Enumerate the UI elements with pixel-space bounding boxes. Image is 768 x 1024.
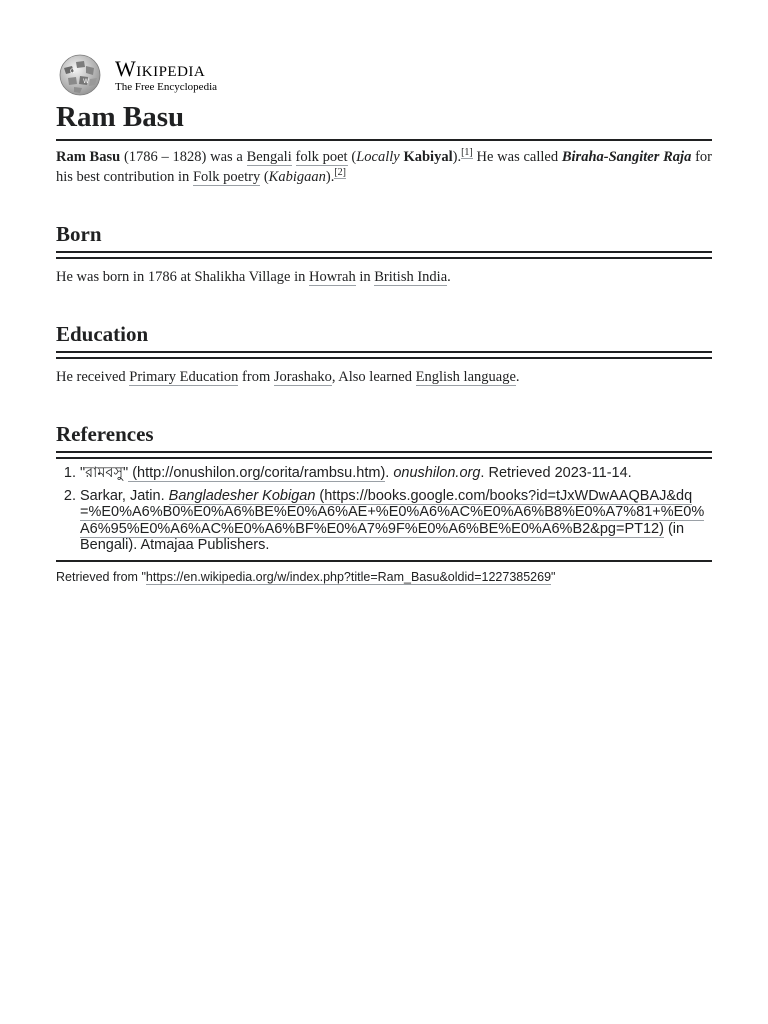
wikipedia-logo[interactable] [56, 54, 712, 96]
retrieved-prefix: Retrieved from " [56, 569, 146, 584]
page-title: Ram Basu [56, 100, 712, 141]
wordmark-title: Wikipedia [115, 55, 206, 81]
reference-2-url[interactable]: (https://books.google.com/books?id=tJxWDwAAQBAJ&dq=%E0%A6%B0%E0%A6%BE%E0%A6%AE+%E0%A6%AC%E0%A6%B8%E0%A7%81+%E0%A6%95%E0%A6%AC%E0%A6%BF%E0%A7%9F%E0%A6%BE%E0%A6%B2&pg=PT12) [80, 487, 705, 537]
article-page [56, 54, 712, 584]
intro-title-bold: Biraha-Sangiter Raja [561, 149, 692, 165]
retrieved-from [56, 570, 712, 584]
education-text-4: . [515, 369, 520, 385]
footer-divider [56, 560, 712, 562]
citation-2[interactable]: [2] [334, 167, 347, 179]
subject-name: Ram Basu [56, 149, 121, 165]
born-paragraph [56, 267, 712, 287]
born-text-1: He was born in 1786 at Shalikha Village in [56, 269, 309, 285]
link-bengali[interactable]: Bengali [246, 149, 292, 165]
reference-1-title: "রামবসু" [80, 465, 129, 481]
education-text-1: He received [56, 369, 130, 385]
retrieved-suffix: " [551, 569, 556, 584]
education-paragraph [56, 367, 712, 387]
link-howrah[interactable]: Howrah [308, 269, 356, 285]
heading-references: References [56, 421, 712, 453]
reference-list [56, 465, 712, 554]
intro-kabigaan: Kabigaan [268, 169, 326, 185]
link-jorashako[interactable]: Jorashako [273, 369, 332, 385]
intro-paragraph [56, 147, 712, 187]
link-folk-poetry[interactable]: Folk poetry [192, 169, 261, 185]
intro-kabiyal: Kabiyal [399, 149, 453, 165]
link-primary-education[interactable]: Primary Education [129, 369, 239, 385]
intro-was-called: He was called [472, 149, 562, 165]
intro-close: ). [452, 149, 462, 165]
intro-paren: ( [347, 149, 357, 165]
link-folk-poet[interactable]: folk poet [295, 149, 348, 165]
born-text-2: in [355, 269, 375, 285]
born-text-3: . [447, 269, 451, 285]
intro-best: for his best contribution in [56, 149, 712, 185]
reference-1-retrieved: . Retrieved 2023-11-14. [480, 465, 632, 481]
reference-1-dot: . [385, 465, 394, 481]
heading-education: Education [56, 321, 712, 353]
reference-item [80, 465, 712, 482]
reference-1-url[interactable]: (http://onushilon.org/corita/rambsu.htm) [128, 465, 386, 481]
wordmark [115, 55, 218, 93]
heading-born: Born [56, 221, 712, 253]
link-british-india[interactable]: British India [374, 269, 448, 285]
wordmark-tagline: The Free Encyclopedia [115, 80, 218, 93]
intro-locally: Locally [356, 149, 400, 165]
reference-1-site: onushilon.org [393, 465, 481, 481]
citation-1[interactable]: [1] [461, 147, 473, 159]
retrieved-url[interactable]: https://en.wikipedia.org/w/index.php?title=Ram_Basu&oldid=1227385269 [145, 569, 552, 584]
education-text-3: , Also learned [331, 369, 416, 385]
reference-item [80, 488, 712, 554]
intro-close-2: ). [325, 169, 335, 185]
intro-dates: (1786 – 1828) was a [120, 149, 247, 165]
intro-paren-2: ( [260, 169, 269, 185]
svg-text:W: W [83, 78, 89, 85]
link-english-language[interactable]: English language [415, 369, 516, 385]
wikipedia-globe-icon [56, 54, 106, 96]
education-text-2: from [238, 369, 274, 385]
svg-text:Ω: Ω [70, 68, 75, 75]
reference-2-author: Sarkar, Jatin. [80, 487, 169, 504]
reference-2-rest: (in Bengali). Atmajaa Publishers. [80, 520, 685, 553]
reference-2-book[interactable]: Bangladesher Kobigan [168, 487, 316, 504]
